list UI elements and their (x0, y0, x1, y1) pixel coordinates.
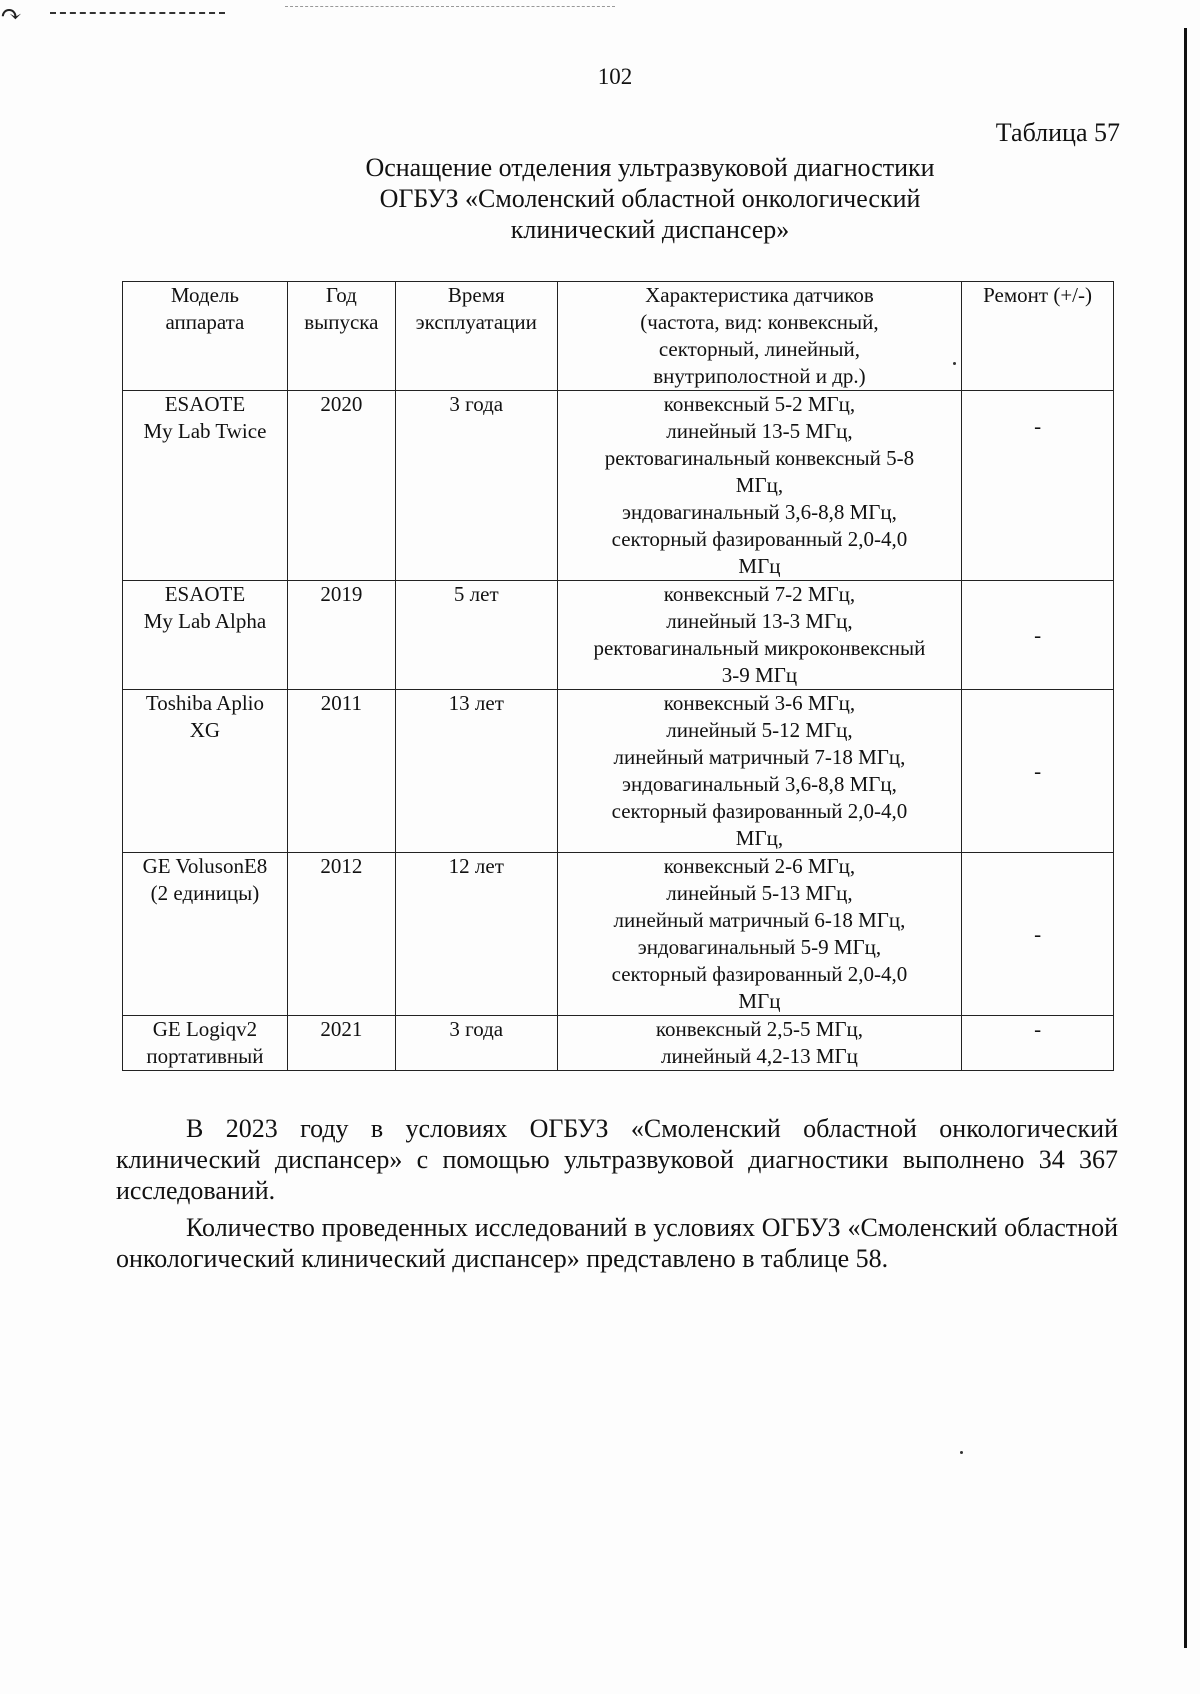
model-line: My Lab Twice (143, 419, 267, 443)
sensor-line: конвексный 3-6 МГц, (663, 691, 856, 715)
cell-service-time: 3 года (395, 1016, 557, 1071)
page-right-edge-line (1184, 28, 1187, 1648)
model-line: XG (189, 718, 221, 742)
cell-year: 2012 (287, 853, 395, 1016)
page-number: 102 (597, 64, 633, 89)
sensor-line: конвексный 2-6 МГц, (663, 854, 856, 878)
model-line: GE VolusonE8 (142, 854, 268, 878)
sensor-line: эндовагинальный 3,6-8,8 МГц, (621, 500, 897, 524)
header-line: эксплуатации (415, 310, 537, 334)
sensor-line: конвексный 5-2 МГц, (663, 392, 856, 416)
cell-service-time: 12 лет (395, 853, 557, 1016)
cell-service-time: 13 лет (395, 690, 557, 853)
cell-year: 2020 (287, 391, 395, 581)
sensor-line: МГц, (735, 473, 784, 497)
model-line: (2 единицы) (150, 881, 260, 905)
sensor-line: линейный 5-13 МГц, (666, 881, 853, 905)
sensor-line: конвексный 2,5-5 МГц, (655, 1017, 863, 1041)
cell-model (123, 853, 288, 1016)
sensor-line: секторный фазированный 2,0-4,0 (611, 799, 908, 823)
sensor-line: ректовагинальный конвексный 5-8 (604, 446, 915, 470)
table-title-line: Оснащение отделения ультразвуковой диагностики (365, 153, 935, 182)
sensor-line: МГц (738, 989, 781, 1013)
scan-arrow-mark: ↷ (0, 0, 22, 29)
model-line: My Lab Alpha (143, 609, 267, 633)
body-paragraph: Количество проведенных исследований в условиях ОГБУЗ «Смоленский областной онкологический клинический диспансер» представлено в таблице 58. (116, 1213, 1118, 1273)
sensor-line: МГц, (735, 826, 784, 850)
header-model (123, 282, 288, 391)
header-line: внутриполостной и др.) (653, 364, 866, 388)
table-number: Таблица 57 (995, 118, 1120, 147)
cell-sensors (557, 853, 961, 1016)
cell-service-time: 5 лет (395, 581, 557, 690)
cell-sensors (557, 581, 961, 690)
sensor-line: линейный 13-5 МГц, (666, 419, 853, 443)
cell-model (123, 581, 288, 690)
table-row (123, 853, 1114, 1016)
cell-year: 2011 (287, 690, 395, 853)
scan-dash-line-right (285, 6, 615, 7)
header-sensors (557, 282, 961, 391)
cell-model (123, 391, 288, 581)
model-line: ESAOTE (164, 392, 246, 416)
cell-year: 2021 (287, 1016, 395, 1071)
cell-sensors (557, 1016, 961, 1071)
sensor-line: эндовагинальный 5-9 МГц, (637, 935, 882, 959)
table-row (123, 391, 1114, 581)
header-line: выпуска (304, 310, 379, 334)
header-line: Год (325, 283, 357, 307)
header-line: Характеристика датчиков (645, 283, 874, 307)
cell-service-time: 3 года (395, 391, 557, 581)
sensor-line: МГц (738, 554, 781, 578)
cell-repair: - (962, 581, 1114, 690)
scan-dash-line-left (50, 12, 225, 14)
header-repair (962, 282, 1114, 391)
sensor-line: секторный фазированный 2,0-4,0 (611, 527, 908, 551)
scan-speck (960, 1451, 963, 1454)
table-row (123, 1016, 1114, 1071)
model-line: GE Logiqv2 (152, 1017, 258, 1041)
scan-speck (953, 362, 956, 365)
sensor-line: линейный 13-3 МГц, (666, 609, 853, 633)
cell-repair: - (962, 391, 1114, 581)
header-line: (частота, вид: конвексный, (640, 310, 879, 334)
body-paragraph: В 2023 году в условиях ОГБУЗ «Смоленский областной онкологический клинический диспансер» с помощью ультразвуковой диагностики выполнено 34 367 исследований. (116, 1114, 1118, 1205)
sensor-line: 3-9 МГц (721, 663, 798, 687)
table-title (220, 152, 1080, 245)
sensor-line: эндовагинальный 3,6-8,8 МГц, (621, 772, 897, 796)
table-title-line: ОГБУЗ «Смоленский областной онкологический (379, 184, 921, 213)
cell-model (123, 1016, 288, 1071)
sensor-line: конвексный 7-2 МГц, (663, 582, 856, 606)
header-line: Ремонт (+/-) (983, 283, 1092, 307)
sensor-line: ректовагинальный микроконвексный (593, 636, 926, 660)
header-line: аппарата (165, 310, 245, 334)
sensor-line: секторный фазированный 2,0-4,0 (611, 962, 908, 986)
model-line: Toshiba Aplio (145, 691, 264, 715)
header-year (287, 282, 395, 391)
header-line: секторный, линейный, (658, 337, 861, 361)
sensor-line: линейный матричный 7-18 МГц, (613, 745, 906, 769)
cell-repair: - (962, 853, 1114, 1016)
table-row (123, 581, 1114, 690)
table-title-line: клинический диспансер» (510, 215, 790, 244)
sensor-line: линейный 4,2-13 МГц (660, 1044, 858, 1068)
header-line: Модель (170, 283, 239, 307)
cell-repair: - (962, 690, 1114, 853)
cell-sensors (557, 690, 961, 853)
model-line: портативный (146, 1044, 264, 1068)
equipment-table (122, 281, 1114, 1071)
sensor-line: линейный 5-12 МГц, (666, 718, 853, 742)
model-line: ESAOTE (164, 582, 246, 606)
sensor-line: линейный матричный 6-18 МГц, (613, 908, 906, 932)
cell-year: 2019 (287, 581, 395, 690)
header-service-time (395, 282, 557, 391)
header-line: Время (447, 283, 505, 307)
table-row (123, 690, 1114, 853)
cell-model (123, 690, 288, 853)
cell-sensors (557, 391, 961, 581)
cell-repair: - (962, 1016, 1114, 1071)
table-header-row (123, 282, 1114, 391)
